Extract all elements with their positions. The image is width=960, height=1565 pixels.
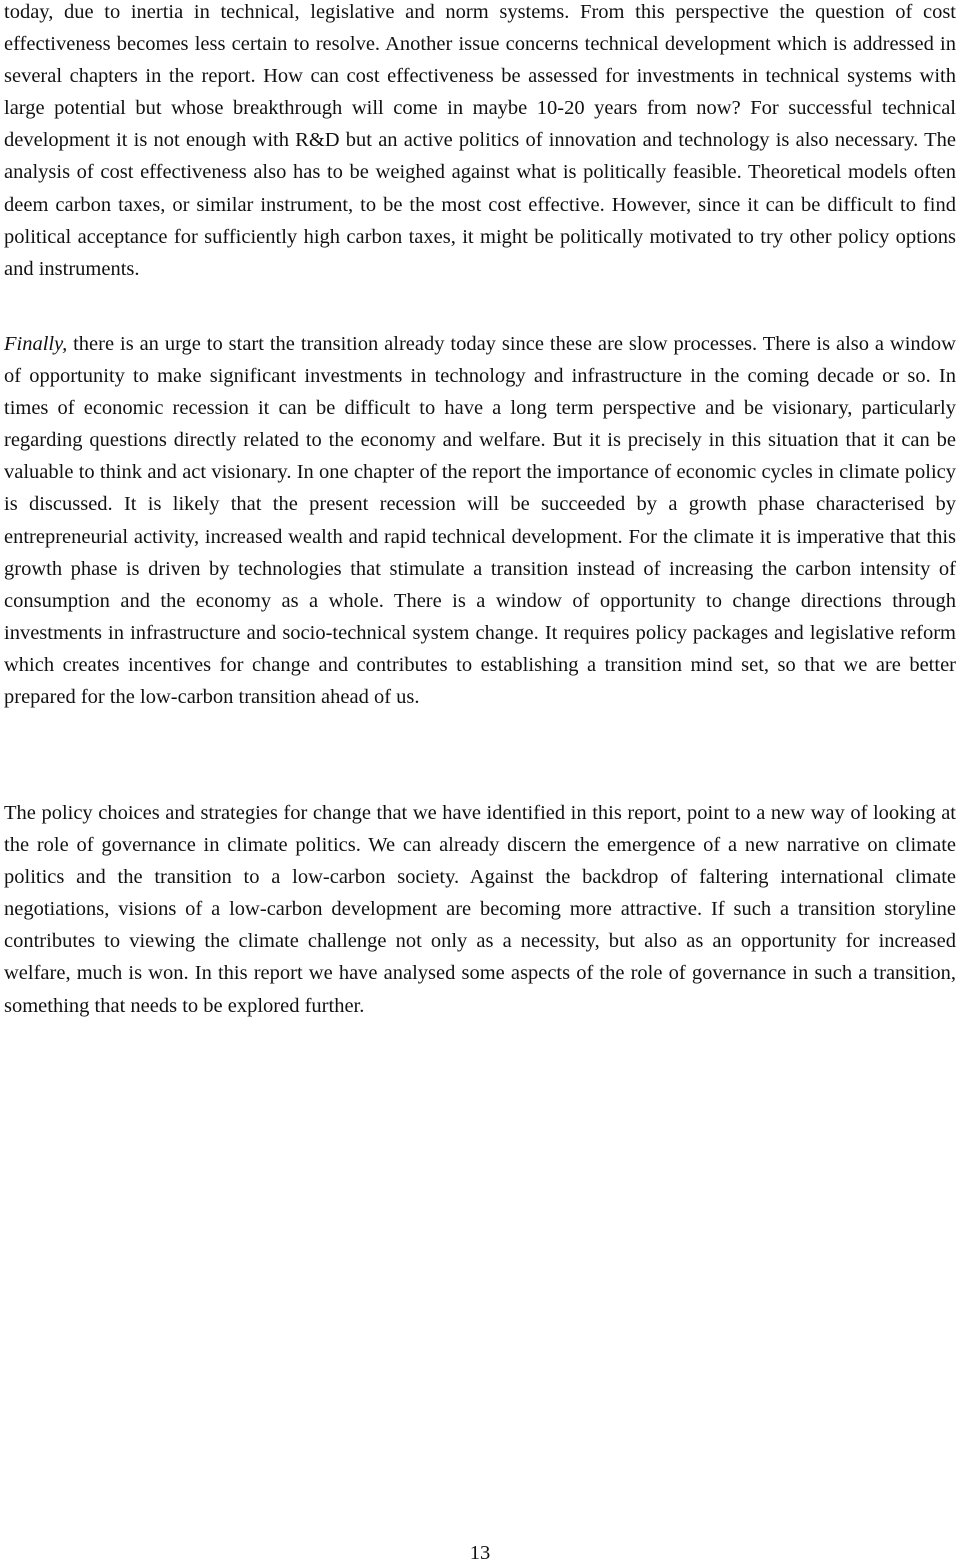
page-number: 13 — [469, 1542, 491, 1564]
paragraph-transition-urgency — [4, 328, 956, 713]
paragraph-text: today, due to inertia in technical, legislative and norm systems. From this perspective the question of cost effectiveness becomes less certain to resolve. Another issue concerns technical development which is addressed in several chapters in the report. How can cost effectiveness be assessed for investments in technical systems with large potential but whose breakthrough will come in maybe 10-20 years from now? For successful technical development it is not enough with R&D but an active politics of innovation and technology is also necessary. The analysis of cost effectiveness also has to be weighed against what is politically feasible. Theoretical models often deem carbon taxes, or similar instrument, to be the most cost effective. However, since it can be difficult to find political acceptance for sufficiently high carbon taxes, it might be politically motivated to try other policy options and instruments. — [4, 1, 956, 280]
paragraph-cost-effectiveness — [4, 0, 956, 285]
paragraph-text: there is an urge to start the transition already today since these are slow processes. There is also a window of opportunity to make significant investments in technology and infrastructure in the coming decade or so. In times of economic recession it can be difficult to have a long term perspective and be visionary, particularly regarding questions directly related to the economy and welfare. But it is precisely in this situation that it can be valuable to think and act visionary. In one chapter of the report the importance of economic cycles in climate policy is discussed. It is likely that the present recession will be succeeded by a growth phase characterised by entrepreneurial activity, increased wealth and rapid technical development. For the climate it is imperative that this growth phase is driven by technologies that stimulate a transition instead of increasing the carbon intensity of consumption and the economy as a whole. There is a window of opportunity to change directions through investments in infrastructure and socio-technical system change. It requires policy packages and legislative reform which creates incentives for change and contributes to establishing a transition mind set, so that we are better prepared for the low-carbon transition ahead of us. — [4, 333, 956, 709]
paragraph-text: The policy choices and strategies for change that we have identified in this report, point to a new way of looking at the role of governance in climate politics. We can already discern the emergence of a new narrative on climate politics and the transition to a low-carbon society. Against the backdrop of faltering international climate negotiations, visions of a low-carbon development are becoming more attractive. If such a transition storyline contributes to viewing the climate challenge not only as a necessity, but also as an opportunity for increased welfare, much is won. In this report we have analysed some aspects of the role of governance in such a transition, something that needs to be explored further. — [4, 802, 956, 1017]
paragraph-lead-italic: Finally, — [4, 333, 68, 355]
paragraph-governance-narrative — [4, 797, 956, 1022]
